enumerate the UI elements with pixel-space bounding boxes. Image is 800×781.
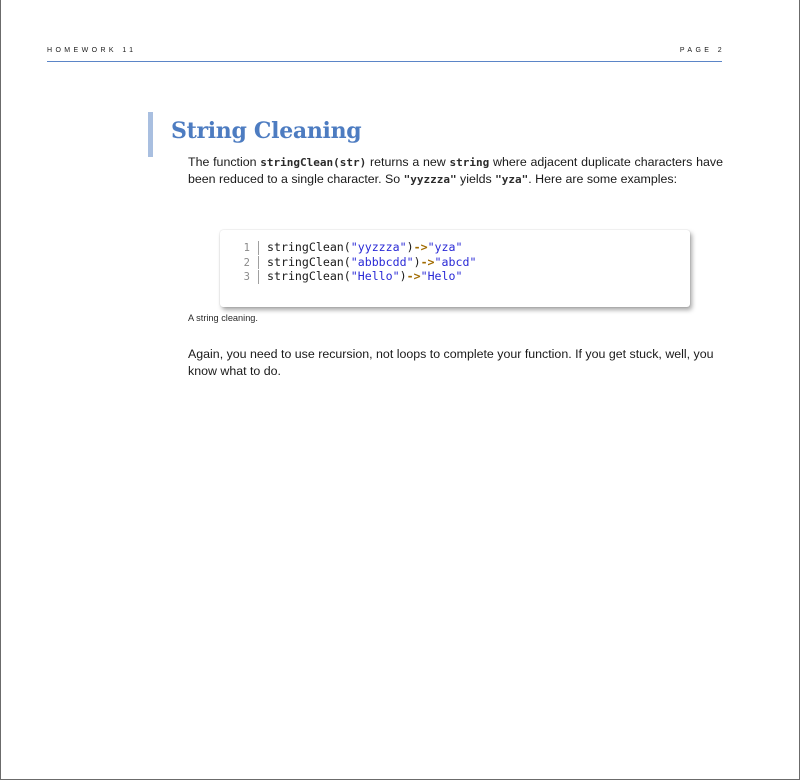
section-title: String Cleaning	[171, 118, 362, 144]
code-listing	[220, 230, 690, 307]
code-line	[220, 256, 476, 271]
code-result: "Helo"	[420, 269, 463, 283]
code-close-paren: )	[406, 240, 414, 254]
code-line	[220, 241, 476, 256]
closing-paragraph: Again, you need to use recursion, not loops to complete your function. If you get stuck, well, you know what to do.	[188, 347, 714, 378]
line-number: 2	[243, 256, 250, 269]
code-arrow: ->	[413, 240, 428, 254]
gutter-divider	[258, 256, 259, 270]
inline-code-type: string	[449, 156, 490, 169]
code-arrow: ->	[406, 269, 421, 283]
code-result: "abcd"	[434, 254, 477, 269]
gutter-divider	[258, 270, 259, 284]
code-close-paren: )	[413, 254, 421, 269]
page-header	[47, 47, 725, 62]
inline-code-output: "yza"	[495, 173, 529, 186]
code-function-call: stringClean(	[267, 240, 351, 254]
code-function-call: stringClean(	[267, 254, 351, 269]
code-argument: "yyzzza"	[350, 240, 407, 254]
code-argument: "Hello"	[350, 269, 400, 283]
intro-text-5: . Here are some examples:	[528, 172, 678, 186]
line-number: 3	[243, 271, 250, 283]
gutter-divider	[258, 241, 259, 255]
line-number: 1	[243, 242, 250, 254]
intro-text-2: returns a new	[366, 155, 450, 169]
inline-code-input: "yyzzza"	[403, 173, 457, 186]
section-accent-bar	[148, 112, 153, 157]
code-arrow: ->	[420, 254, 435, 269]
inline-code-function: stringClean(str)	[260, 156, 367, 169]
header-title: HOMEWORK 11	[47, 47, 137, 54]
intro-text-1: The function	[188, 155, 261, 169]
code-line	[220, 270, 476, 285]
code-argument: "abbbcdd"	[350, 254, 414, 269]
header-page-number: PAGE 2	[679, 47, 725, 54]
code-close-paren: )	[399, 269, 407, 283]
intro-text-4: yields	[456, 172, 496, 186]
code-caption: A string cleaning.	[188, 313, 258, 323]
intro-paragraph	[188, 154, 723, 188]
code-function-call: stringClean(	[267, 269, 351, 283]
code-result: "yza"	[427, 240, 463, 254]
intro-text-3: where adjacent duplicate characters have been reduced to a single character. So	[188, 155, 723, 186]
